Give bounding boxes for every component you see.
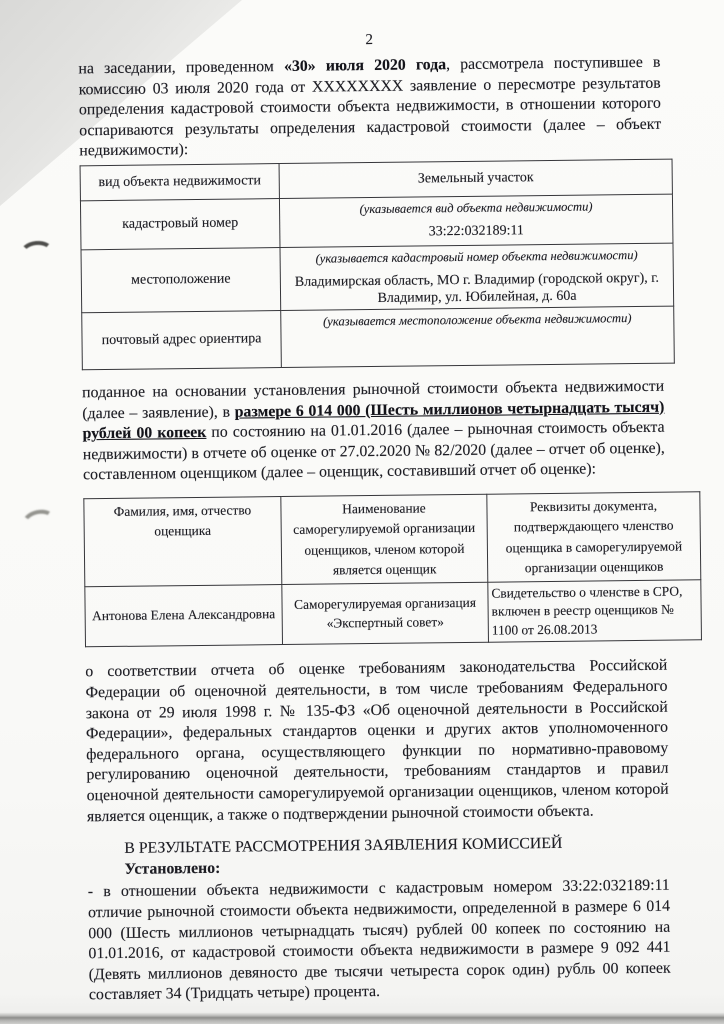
cadastral-number-cell <box>279 194 673 247</box>
document-content <box>78 27 683 1006</box>
finding-paragraph: - в отношении объекта недвижимости с кадастровым номером 33:22:032189:11 отличие рыночной стоимости объекта недвижимости, определенной в размере 6 014 000 (Шесть миллионов четырнадцать тысяч) рублей 00 копеек по состоянию на 01.01.2016, от кадастровой стоимости объекта недвижимости в размере 9 092 441 (Девять миллионов девяносто две тысячи четыреста сорок один) рубль 00 копеек составляет 34 (Тридцать четыре) процента. <box>87 877 671 1004</box>
appraiser-name-header: Фамилия, имя, отчество оценщика <box>84 496 282 586</box>
intro-paragraph <box>78 53 661 163</box>
cell-note: (указывается вид объекта недвижимости) <box>359 199 593 217</box>
location-cell <box>280 243 674 310</box>
postal-address-cell <box>281 306 675 367</box>
appraiser-name-value: Антонова Елена Александровна <box>85 584 283 647</box>
session-date-bold: «30» июля 2020 года <box>283 56 447 75</box>
appraiser-table <box>83 491 702 647</box>
application-paragraph <box>82 377 665 487</box>
punch-hole-mark <box>20 507 58 538</box>
established-label: Установлено: <box>124 859 221 878</box>
sro-name-value: Саморегулируемая организация «Экспертный совет» <box>282 582 489 645</box>
market-value-bold-underline: размере 6 014 000 (Шесть миллионов четырнадцать тысяч) рублей 00 копеек <box>82 398 665 443</box>
cadastral-number-value: 33:22:032189:11 <box>428 223 524 240</box>
membership-doc-header: Реквизиты документа, подтверждающего членство оценщика в саморегулируемой организации оценщиков <box>487 492 701 582</box>
table-row <box>81 243 674 313</box>
page-number: 2 <box>365 31 373 49</box>
intro-paragraph-post: , рассмотрела поступившее в комиссию 03 июля 2020 года от ХХХХХХХХ заявление о пересмотре результатов определения кадастровой стоимости объекта недвижимости, в отношении которого оспариваются результаты определения кадастровой стоимости (далее – объект недвижимости): <box>78 53 662 160</box>
punch-hole-mark <box>19 240 55 267</box>
scan-bottom-edge <box>0 1012 724 1024</box>
table-row <box>80 194 673 250</box>
cell-note: (указывается кадастровый номер объекта недвижимости) <box>315 247 638 266</box>
property-table <box>80 159 675 371</box>
table-row <box>82 306 675 370</box>
cell-note: (указывается местоположение объекта недвижимости) <box>322 311 632 329</box>
location-value: Владимирская область, МО г. Владимир (городской округ), г. Владимир, ул. Юбилейная, д. 60а <box>294 270 660 306</box>
compliance-paragraph: о соответствии отчета об оценке требованиям законодательства Российской Федерации об оценочной деятельности, в том числе требованиям Федерального закона от 29 июля 1998 г. № 135-ФЗ «Об оценочной деятельности в Российской Федерации», федеральных стандартов оценки и других актов уполномоченного федерального органа, осуществляющего функции по нормативно-правовому регулированию оценочной деятельности, требованиям стандартов и правил оценочной деятельности саморегулируемой организации оценщиков, членом которой является оценщик, а также о подтверждении рыночной стоимости объекта. <box>85 657 669 825</box>
sro-name-header: Наименование саморегулируемой организации оценщиков, членом которой является оценщик <box>281 494 488 584</box>
cadastral-number-label: кадастровый номер <box>80 199 280 250</box>
postal-address-label: почтовый адрес ориентира <box>82 311 282 370</box>
membership-doc-value: Свидетельство о членстве в СРО, включен в реестр оценщиков № 1100 от 26.08.2013 <box>488 580 702 643</box>
property-type-label: вид объекта недвижимости <box>80 164 279 201</box>
location-label: местоположение <box>81 248 281 313</box>
property-type-value: Земельный участок <box>417 170 534 187</box>
table-row <box>85 580 702 647</box>
table-header-row <box>84 492 701 587</box>
property-type-cell <box>279 159 672 198</box>
application-paragraph-pre: поданное на основании установления рыночной стоимости объекта недвижимости (далее – заявление), в <box>82 377 665 422</box>
intro-paragraph-pre: на заседании, проведенном <box>78 57 285 78</box>
result-heading: В РЕЗУЛЬТАТЕ РАССМОТРЕНИЯ ЗАЯВЛЕНИЯ КОМИССИЕЙ <box>124 835 563 858</box>
application-paragraph-post: по состоянию на 01.01.2016 (далее – рыночная стоимость объекта недвижимости) в отчете об оценке от 27.02.2020 № 82/2020 (далее – отчет об оценке), составленном оценщиком (далее – оценщик, составивший отчет об оценке): <box>82 418 665 484</box>
